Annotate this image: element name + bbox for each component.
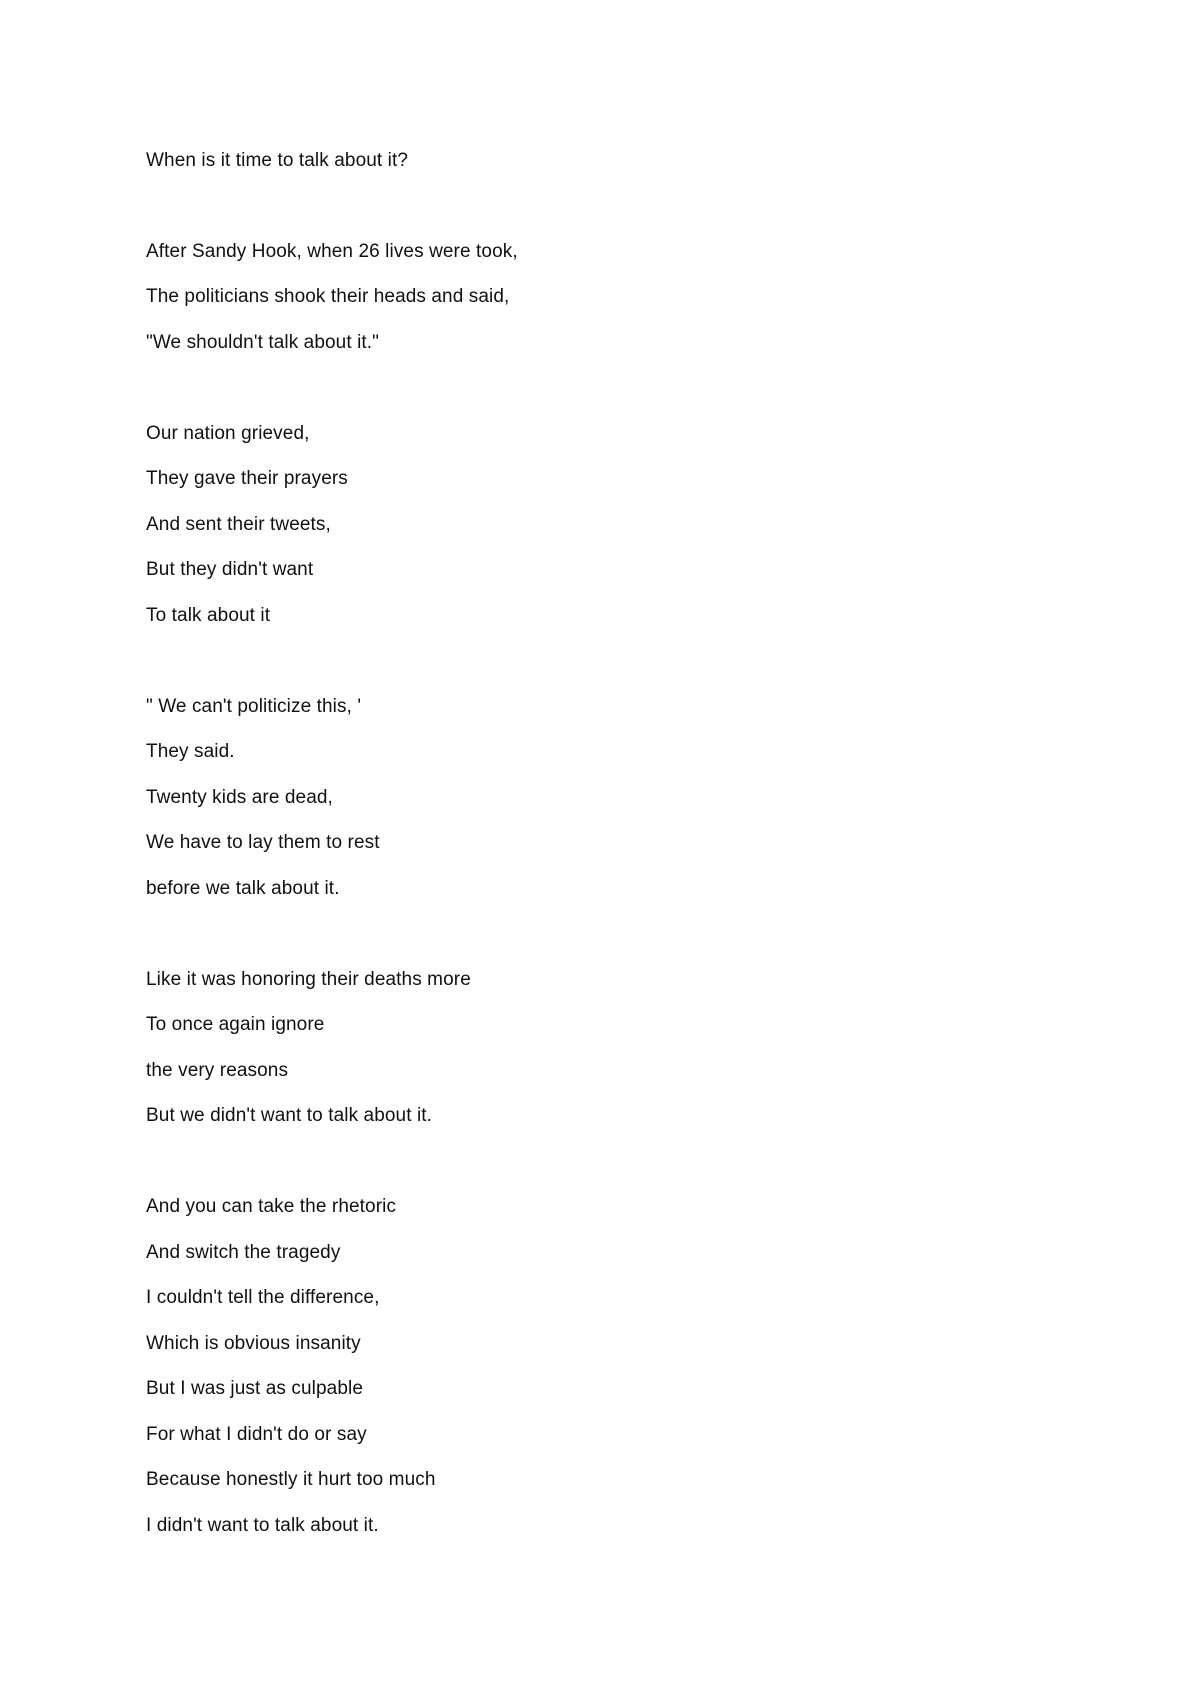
poem-line: before we talk about it. <box>146 878 340 899</box>
poem-line: The politicians shook their heads and said, <box>146 286 510 307</box>
poem-line: We have to lay them to rest <box>146 832 380 853</box>
poem-line: Which is obvious insanity <box>146 1333 361 1354</box>
poem-line: Twenty kids are dead, <box>146 787 333 808</box>
poem-line: Because honestly it hurt too much <box>146 1469 436 1490</box>
poem-line: I couldn't tell the difference, <box>146 1287 380 1308</box>
poem-line: But we didn't want to talk about it. <box>146 1105 433 1126</box>
poem-line: To talk about it <box>146 605 271 626</box>
poem-line: "We shouldn't talk about it." <box>146 332 380 353</box>
poem-line: To once again ignore <box>146 1014 325 1035</box>
poem-line: But I was just as culpable <box>146 1378 363 1399</box>
poem-line: But they didn't want <box>146 559 314 580</box>
poem-line: " We can't politicize this, ' <box>146 696 362 717</box>
poem-line: After Sandy Hook, when 26 lives were took, <box>146 241 518 262</box>
poem-line: And switch the tragedy <box>146 1242 341 1263</box>
poem-line: For what I didn't do or say <box>146 1424 367 1445</box>
poem-line: And sent their tweets, <box>146 514 331 535</box>
poem-line: Our nation grieved, <box>146 423 310 444</box>
poem-line: They said. <box>146 741 235 762</box>
poem-title: When is it time to talk about it? <box>146 150 409 171</box>
poem-line: And you can take the rhetoric <box>146 1196 397 1217</box>
poem-line: They gave their prayers <box>146 468 348 489</box>
poem-line: I didn't want to talk about it. <box>146 1515 379 1536</box>
poem-line: the very reasons <box>146 1060 289 1081</box>
poem-line: Like it was honoring their deaths more <box>146 969 471 990</box>
